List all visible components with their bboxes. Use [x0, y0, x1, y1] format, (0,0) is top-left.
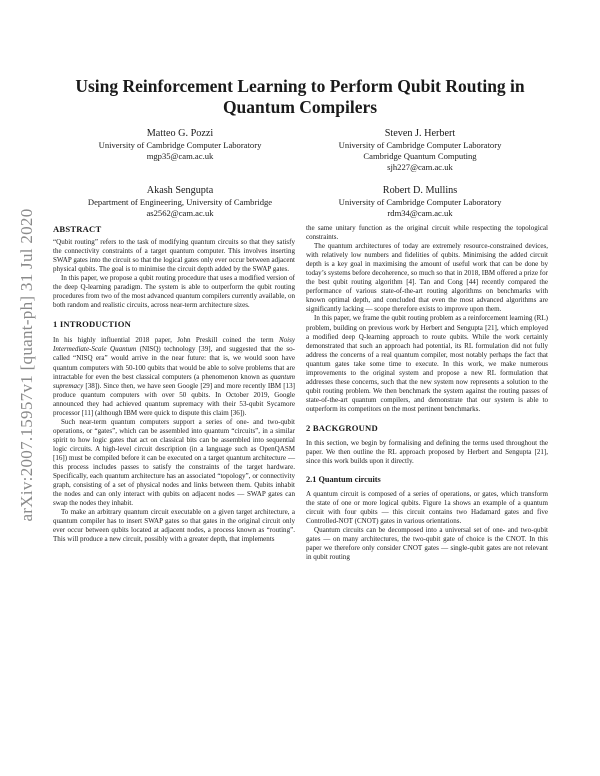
- arxiv-stamp: [12, 130, 42, 600]
- section-1-heading: 1 INTRODUCTION: [53, 319, 132, 330]
- right-column: [306, 224, 548, 563]
- intro-paragraph: Such near-term quantum computers support a series of one- and two-qubit operations, or “gates”, which can be assembled into quantum “circuits”, in a similar spirit to how logic gates that act on classical bits can be assembled into sequential logic circuits. A high-level circuit description (in a language such as OpenQASM [16]) must be compiled before it can be executed on a target quantum architecture — this process includes passes to satisfy the constraints of the target hardware. Specifically, each quantum architecture has an associated “topology”, or connectivity graph, consisting of a set of physical nodes and links between them. Qubits inhabit the nodes and can only interact with qubits on adjacent nodes — SWAP gates can swap the nodes they inhabit.: [53, 417, 295, 508]
- subsection-2-1-heading: 2.1 Quantum circuits: [306, 475, 381, 485]
- author-affiliation: University of Cambridge Computer Laboratory: [338, 197, 502, 207]
- title-line-2: Quantum Compilers: [222, 97, 378, 117]
- author-email: mgp35@cam.ac.uk: [146, 151, 214, 161]
- author-affiliation: University of Cambridge Computer Laboratory: [98, 140, 262, 150]
- intro-text: In his highly influential 2018 paper, John Preskill coined the term: [53, 336, 279, 345]
- author-block-1: [60, 127, 300, 162]
- intro-paragraph: To make an arbitrary quantum circuit executable on a given target architecture, a quantum compiler has to insert SWAP gates so that gates in the original circuit only ever occur between qubits located at adjacent nodes, a process known as “routing”. This will produce a new circuit, possibly with a greater depth, that implements: [53, 508, 295, 544]
- paper-title: [60, 76, 540, 118]
- intro-text: [38]). Since then, we have seen Google [29] and more recently IBM [13] produce quantum computers with over 50 qubits. In October 2019, Google announced they had achieved quantum supremacy with their 53-qubit Sycamore processor [11] (although IBM were quick to dispute this claim [36]).: [53, 381, 295, 417]
- abstract-heading: ABSTRACT: [53, 224, 102, 234]
- author-email: rdm34@cam.ac.uk: [387, 208, 453, 218]
- intro-emphasis: Noisy Intermediate-Scale Quantum: [53, 336, 295, 354]
- intro-paragraph: [53, 336, 295, 417]
- body-paragraph: The quantum architectures of today are extremely resource-constrained devices, with relatively low numbers and fidelities of qubits. Minimising the added circuit depth is a key goal in maximising the amount of useful work that can be done by today’s systems before decoherence, so much so that in 2018, IBM offered a prize for the best qubit routing algorithm [4]. Tan and Cong [44] recently compared the performance of various state-of-the-art routing algorithms on benchmarks with known optimal depth, and concluded that even the most advanced algorithms are significantly lacking — scope therefore exists to improve upon them.: [306, 242, 548, 314]
- title-line-1: Using Reinforcement Learning to Perform Qubit Routing in: [75, 76, 525, 96]
- author-email: as2562@cam.ac.uk: [146, 208, 214, 218]
- circuits-paragraph: A quantum circuit is composed of a series of operations, or gates, which transform the state of one or more logical qubits. Figure 1a shows an example of a quantum circuit with four qubits — this circuit contains two Hadamard gates and five Controlled-NOT (CNOT) gates in various orientations.: [306, 490, 548, 526]
- author-name: Matteo G. Pozzi: [146, 128, 214, 139]
- intro-text: (NISQ) technology [39], and suggested that the so-called “NISQ era” would arrive in the near future: that is, we would soon have quantum computers with 50-100 qubits that would be able to solve problems that are intractable for even the best classical computers (a phenomenon known as: [53, 345, 295, 381]
- arxiv-stamp-text: arXiv:2007.15957v1 [quant-ph] 31 Jul 2020: [17, 208, 36, 522]
- intro-emphasis: quantum supremacy: [53, 372, 295, 390]
- author-block-4: [300, 184, 540, 219]
- author-name: Steven J. Herbert: [384, 128, 456, 139]
- abstract-paragraph: “Qubit routing” refers to the task of modifying quantum circuits so that they satisfy the connectivity constraints of a target quantum computer. This involves inserting SWAP gates into the circuit so that the logical gates only ever occur between adjacent physical qubits. The goal is to minimise the circuit depth added by the SWAP gates.: [53, 238, 295, 274]
- body-paragraph: In this paper, we frame the qubit routing problem as a reinforcement learning (RL) problem, building on previous work by Herbert and Sengupta [21], which employed a modified deep Q-learning approach to route qubits. While the work certainly demonstrated that such an approach had potential, its RL formulation did not fully address the concerns of a real quantum compiler, most notably perhaps the fact that quantum gates take some time to execute. In this work, we make numerous improvements to the original system and propose a new RL formulation that addresses these concerns, such that the new system now represents a solution to the qubit routing problem. We then benchmark the system against the routing passes of state-of-the-art quantum compilers, and demonstrate that our system is able to outperform its competitors on the most pertinent benchmarks.: [306, 314, 548, 413]
- author-affiliation: University of Cambridge Computer Laboratory: [338, 140, 502, 150]
- author-block-2: [300, 127, 540, 173]
- author-affiliation: Cambridge Quantum Computing: [363, 151, 477, 161]
- abstract-paragraph: In this paper, we propose a qubit routing procedure that uses a modified version of the deep Q-learning paradigm. The system is able to outperform the qubit routing procedures from two of the most advanced quantum compilers currently available, on both random and realistic circuits, across near-term architecture sizes.: [53, 274, 295, 310]
- author-block-3: [60, 184, 300, 219]
- author-name: Robert D. Mullins: [382, 185, 458, 196]
- author-name: Akash Sengupta: [146, 185, 214, 196]
- background-paragraph: In this section, we begin by formalising and defining the terms used throughout the paper. We then outline the RL approach proposed by Herbert and Sengupta [21], since this work builds upon it directly.: [306, 438, 548, 466]
- left-column: [53, 224, 295, 544]
- circuits-paragraph: Quantum circuits can be decomposed into a universal set of one- and two-qubit gates — on many architectures, the two-qubit gate of choice is the CNOT. In this paper we therefore only consider CNOT gates — single-qubit gates are not relevant in qubit routing: [306, 526, 548, 562]
- section-2-heading: 2 BACKGROUND: [306, 422, 378, 433]
- author-email: sjh227@cam.ac.uk: [387, 162, 453, 172]
- body-paragraph: the same unitary function as the original circuit while respecting the topological constraints.: [306, 224, 548, 242]
- author-affiliation: Department of Engineering, University of Cambridge: [87, 197, 273, 207]
